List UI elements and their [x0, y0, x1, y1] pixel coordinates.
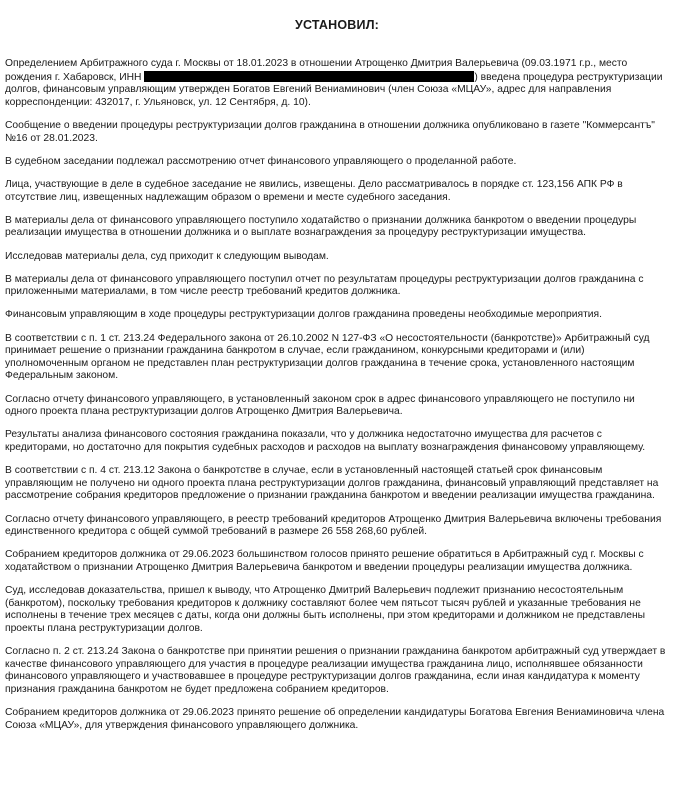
- paragraph-petition-received: В материалы дела от финансового управляющего поступило ходатайство о признании должника банкротом о введении процедуры реализации имущества в отношении должника и о выплате вознаграждения за процедуру реструктуризации имущества.: [5, 214, 637, 239]
- paragraph-creditors-meeting-decision: Собранием кредиторов должника от 29.06.2023 большинством голосов принято решение обратиться в Арбитражный суд г. Москвы с ходатайством о признании Атрощенко Дмитрия Валерьевича банкротом и введении процедуры реализации имущества должника.: [5, 549, 644, 573]
- paragraph-creditor-register: Согласно отчету финансового управляющего, в реестр требований кредиторов Атрощенко Дмитрия Валерьевича включены требования единственного кредитора с общей суммой требований в размере 26 558 268,60 рублей.: [5, 513, 662, 538]
- paragraph-court-ruling: [5, 58, 669, 109]
- paragraph-court-conclusion-intro: Исследовав материалы дела, суд приходит к следующим выводам.: [5, 250, 329, 262]
- paragraph-hearing-subject: В судебном заседании подлежал рассмотрению отчет финансового управляющего о проделанной работе.: [5, 155, 517, 167]
- paragraph-manager-candidate: Собранием кредиторов должника от 29.06.2023 принято решение об определении кандидатуры Богатова Евгения Вениаминовича члена Союза «МЦАУ», для утверждения финансового управляющего должника.: [5, 707, 665, 731]
- paragraph-publication-notice: Сообщение о введении процедуры реструктуризации долгов гражданина в отношении должника опубликовано в газете "Коммерсантъ" №16 от 28.01.2023.: [5, 119, 655, 144]
- document-heading: УСТАНОВИЛ:: [294, 18, 380, 32]
- paragraph-parties-absent: Лица, участвующие в деле в судебное заседание не явились, извещены. Дело рассматривалось в порядке ст. 123,156 АПК РФ в отсутствие лиц, извещенных надлежащим образом о времени и месте судебного заседания.: [5, 178, 623, 203]
- paragraph-court-finding-bankrupt: Суд, исследовав доказательства, пришел к выводу, что Атрощенко Дмитрий Валерьевич подлежит признанию несостоятельным (банкротом), поскольку требования кредиторов к должнику составляют более чем пятьсот тысяч рублей и указанные требования не исполнены в течение трех месяцев с даты, когда они должны быть исполнены, при этом кредиторами и должником не представлены проекты плана реструктуризации долгов.: [5, 585, 646, 634]
- paragraph-text-part2: ) введена процедура реструктуризации долгов, финансовым управляющим утвержден Богатов Евгений Вениаминович (член Союза «МЦАУ», адрес для направления корреспонденции: 432017, г. Ульяновск, ул. 12 Сентября, д. 10).: [5, 71, 663, 108]
- document-body: [5, 0, 669, 743]
- paragraph-financial-analysis: Результаты анализа финансового состояния гражданина показали, что у должника недостаточно имущества для расчетов с кредиторами, но достаточно для покрытия судебных расходов и расходов на выплату вознаграждения финансовому управляющему.: [5, 429, 646, 453]
- redacted-inn-block: [144, 71, 474, 82]
- paragraph-no-plan-received: Согласно отчету финансового управляющего, в установленный законом срок в адрес финансового управляющего не поступило ни одного проекта плана реструктуризации долгов Атрощенко Дмитрия Валерьевича.: [5, 393, 635, 418]
- paragraph-law-article-213-12-p4: В соответствии с п. 4 ст. 213.12 Закона о банкротстве в случае, если в установленный настоящей статьей срок финансовым управляющим не получено ни одного проекта плана реструктуризации долгов гражданина, финансовый управляющий представляет на рассмотрение собрания кредиторов предложение о признании гражданина банкротом и введении реализации имущества гражданина.: [5, 465, 659, 502]
- paragraph-report-received: В материалы дела от финансового управляющего поступил отчет по результатам процедуры реструктуризации долгов гражданина с приложенными материалами, в том числе реестр требований кредитов должника.: [5, 273, 644, 298]
- paragraph-measures-taken: Финансовым управляющим в ходе процедуры реструктуризации долгов гражданина проведены необходимые мероприятия.: [5, 309, 602, 321]
- paragraph-law-article-213-24-p1: В соответствии с п. 1 ст. 213.24 Федерального закона от 26.10.2002 N 127-ФЗ «О несостоятельности (банкротстве)» Арбитражный суд принимает решение о признании гражданина банкротом в случае, если гражданином, конкурсными кредиторами и (или) уполномоченным органом не представлен план реструктуризации долгов гражданина в течение срока, установленного настоящим Федеральным законом.: [5, 332, 650, 382]
- paragraph-text-part1: Определением Арбитражного суда г. Москвы от 18.01.2023 в отношении Атрощенко Дмитрия Валерьевича (09.03.1971 г.р., место рождения г. Хабаровск, ИНН: [5, 58, 628, 83]
- paragraph-law-article-213-24-p2: Согласно п. 2 ст. 213.24 Закона о банкротстве при принятии решения о признании гражданина банкротом арбитражный суд утверждает в качестве финансового управляющего для участия в процедуре реализации имущества гражданина лицо, исполнявшее обязанности финансового управляющего и участвовавшее в процедуре реструктуризации долгов гражданина, если иная кандидатура к моменту признания гражданина банкротом не будет предложена собранием кредиторов.: [5, 646, 666, 695]
